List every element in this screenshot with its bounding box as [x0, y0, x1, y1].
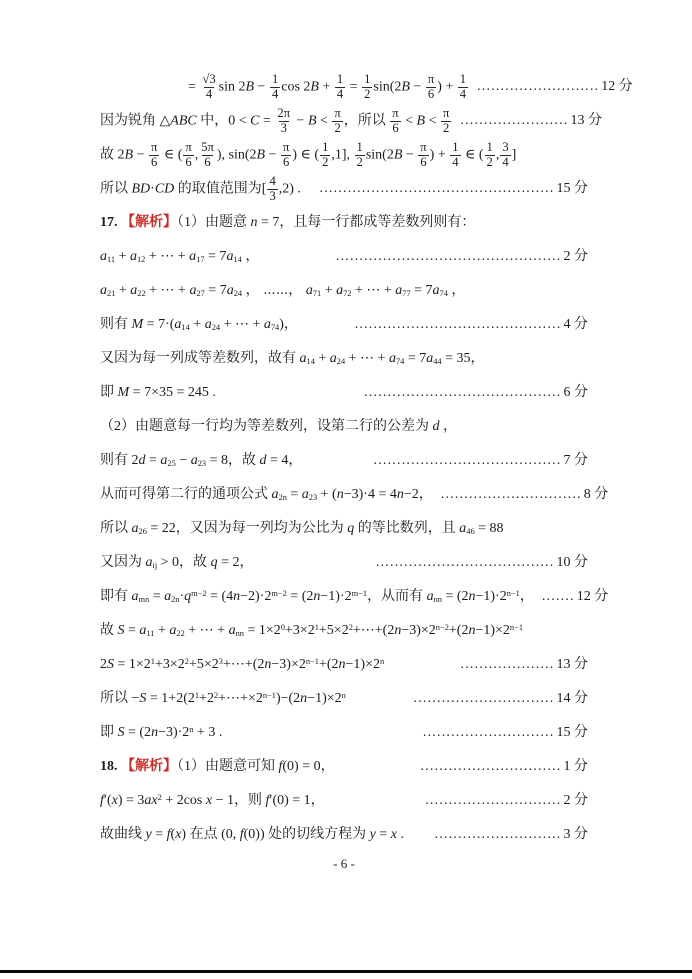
dot-leader-group: [366, 453, 589, 469]
dot-leader: ...........................: [434, 826, 562, 842]
math-content: 因为锐角 △ABC 中，0 < C = $\frac{2\pi}{3}$ − B < $\frac{\pi}{2}$ ，所以 $\frac{\pi}{6}$ < B < $\frac{\pi}{2}$: [100, 105, 450, 135]
fraction: $\frac{3}{4}$: [502, 139, 509, 169]
solution-line: [100, 240, 588, 274]
dot-leader-group: [368, 555, 588, 571]
math-content: 所以 BD·CD 的取值范围为[ $\frac{4}{3}$ ,2) .: [100, 173, 301, 203]
math-content: 所以 $-S = 1+2(2^1+2^2+\cdots+\times 2^{n-1})-(2n-1)\times 2^n$: [100, 690, 346, 706]
dot-leader-group: [347, 317, 588, 333]
dot-leader: ........................................: [373, 452, 562, 468]
solution-line: [100, 70, 633, 104]
page-number: - 6 -: [333, 856, 355, 871]
math-content: 故曲线 y = f(x) 在点 (0, f(0)) 处的切线方程为 y = x .: [100, 826, 404, 842]
solution-lines: [100, 70, 633, 852]
fraction: $\frac{1}{4}$: [336, 71, 344, 101]
fraction: $\frac{\pi}{6}$: [420, 139, 427, 169]
dot-leader: .......: [541, 588, 575, 604]
score-label: 14 分: [556, 690, 588, 706]
fraction: $\frac{1}{4}$: [459, 71, 467, 101]
solution-line: [100, 682, 588, 716]
math-content: 又因为每一列成等差数列，故有 $a_{14} + a_{24}$ + ⋯ + $a_{74} = 7a_{44} = 35$，: [100, 350, 485, 367]
math-content: 则有 $M = 7\cdot(a_{14} + a_{24}$ + ⋯ + $a_{74}$)，: [100, 316, 298, 333]
fraction: $\frac{√3}{4}$: [202, 71, 216, 101]
score-label: 2 分: [563, 792, 588, 808]
dot-leader: ..............................: [413, 690, 555, 706]
solution-line: [100, 648, 588, 682]
dot-leader-group: [427, 827, 588, 843]
question-number: 18.: [100, 758, 118, 774]
math-content: 17. 【解析】（1）由题意 n = 7，且每一行都成等差数列则有：: [100, 214, 476, 230]
solution-line: [100, 138, 588, 172]
score-label: 13 分: [570, 112, 602, 128]
dot-leader: ............................: [422, 724, 555, 740]
solution-line: [100, 274, 588, 308]
score-label: 4 分: [563, 316, 588, 332]
fraction: $\frac{1}{4}$: [452, 139, 459, 169]
fraction: $\frac{\pi}{2}$: [443, 105, 450, 135]
dot-leader-group: [469, 79, 633, 95]
fraction: $\frac{1}{2}$: [364, 71, 371, 101]
math-content: 又因为 $a_{ij} > 0$，故 q = 2，: [100, 554, 254, 571]
solution-line: [100, 308, 588, 342]
solution-line: [100, 342, 588, 376]
solution-line: [100, 512, 588, 546]
solution-line: [100, 172, 588, 206]
page-edge-rule: [0, 970, 692, 973]
math-content: 即 M = 7×35 = 245 .: [100, 384, 216, 400]
score-label: 2 分: [563, 248, 588, 264]
solution-line: [100, 410, 588, 444]
dot-leader-group: [417, 793, 588, 809]
math-content: 即 $S = (2n-3)\cdot 2^n + 3$ .: [100, 724, 223, 740]
score-label: 13 分: [556, 656, 588, 672]
fraction: $\frac{2\pi}{3}$: [277, 105, 291, 135]
score-label: 15 分: [556, 180, 588, 196]
math-content: 则有 $2d = a_{25} - a_{23} = 8$，故 d = 4，: [100, 452, 303, 469]
dot-leader-group: [356, 385, 588, 401]
dot-leader: ..........................: [477, 78, 600, 94]
dot-leader: ..................................................: [319, 180, 555, 196]
fraction: $\frac{\pi}{6}$: [283, 139, 290, 169]
fraction: $\frac{1}{4}$: [271, 71, 279, 101]
dot-leader: ....................: [460, 656, 555, 672]
solution-line: [100, 478, 609, 512]
solution-line: [100, 818, 588, 852]
dot-leader-group: [433, 487, 609, 503]
fraction: $\frac{1}{2}$: [486, 139, 493, 169]
score-label: 3 分: [563, 826, 588, 842]
analysis-tag: 【解析】: [121, 758, 177, 774]
fraction: $\frac{1}{2}$: [356, 139, 363, 169]
dot-leader-group: [534, 589, 608, 605]
fraction: $\frac{\pi}{6}$: [150, 139, 158, 169]
score-label: 12 分: [576, 588, 609, 604]
math-content: 故 2B − $\frac{\pi}{6}$ ∈ ( $\frac{\pi}{6}$ , $\frac{5\pi}{6}$ ), sin(2B − $\frac{\pi}{6}$ ) ∈ ( $\frac{1}{2}$ ,1], $\frac{1}{2}$ sin(2B − $\frac{\pi}{6}$ ) + $\frac{1}{4}$ ∈ ( $\frac{1}{2}$ , $\frac{3}{4}$ ]: [100, 139, 517, 169]
score-label: 6 分: [563, 384, 588, 400]
solution-line: [100, 206, 588, 240]
dot-leader: ............................................: [354, 316, 562, 332]
dot-leader: ..............................: [420, 758, 562, 774]
dot-leader-group: [312, 181, 589, 197]
fraction: $\frac{\pi}{6}$: [185, 139, 192, 169]
dot-leader-group: [413, 759, 589, 775]
solution-line: [100, 784, 588, 818]
math-content: $a_{11} + a_{12}$ + ⋯ + $a_{17} = 7a_{14}$ ，: [100, 248, 260, 265]
score-label: 7 分: [563, 452, 588, 468]
math-content: 从而可得第二行的通项公式 $a_{2n} = a_{23} + (n-3)\cdot 4 = 4n-2$，: [100, 486, 433, 503]
solution-line: [100, 614, 588, 648]
solution-line: [100, 750, 588, 784]
math-content: 18. 【解析】（1）由题意可知 f(0) = 0，: [100, 758, 335, 774]
dot-leader-group: [415, 725, 588, 741]
dot-leader: ......................................: [375, 554, 555, 570]
math-content: = $\frac{√3}{4}$ sin 2B − $\frac{1}{4}$ cos 2B + $\frac{1}{4}$ = $\frac{1}{2}$ sin(2B − $\frac{\pi}{6}$ ) + $\frac{1}{4}$: [188, 71, 467, 101]
solution-line: [100, 716, 588, 750]
math-content: $2S = 1\times 2^1+3\times 2^2+5\times 2^3+\cdots+(2n-3)\times 2^{n-1}+(2n-1)\times 2^n$: [100, 656, 385, 672]
fraction: $\frac{1}{2}$: [322, 139, 329, 169]
solution-line: [100, 580, 609, 614]
math-content: $f'(x) = 3ax^2 + 2\cos$ x − 1，则 f′(0) = 1，: [100, 792, 325, 808]
math-content: 即有 $a_{mn} = a_{2n}\cdot q^{m-2} = (4n-2)\cdot 2^{m-2} = (2n-1)\cdot 2^{m-1}$，从而有 $a_{nn} = (2n-1)\cdot 2^{n-1}$，: [100, 588, 534, 605]
dot-leader-group: [452, 113, 602, 129]
dot-leader-group: [328, 249, 588, 265]
question-number: 17.: [100, 214, 118, 230]
dot-leader: ..........................................: [364, 384, 562, 400]
dot-leader-group: [453, 657, 589, 673]
score-label: 12 分: [601, 78, 633, 94]
math-content: 故 $S = a_{11} + a_{22}$ + ⋯ + $a_{nn}$ = $1\times 2^0+3\times 2^1+5\times 2^2+\cdots+(2n-3)\times 2^{n-2}+(2n-1)\times 2^{n-1}$: [100, 622, 524, 639]
solution-line: [100, 376, 588, 410]
solution-line: [100, 444, 588, 478]
fraction: $\frac{4}{3}$: [269, 173, 276, 203]
dot-leader: .......................: [460, 112, 569, 128]
fraction: $\frac{\pi}{2}$: [334, 105, 341, 135]
dot-leader-group: [406, 691, 589, 707]
fraction: $\frac{5\pi}{6}$: [201, 139, 214, 169]
solution-line: [100, 104, 602, 138]
score-label: 15 分: [556, 724, 588, 740]
fraction: $\frac{\pi}{6}$: [392, 105, 399, 135]
score-label: 1 分: [563, 758, 588, 774]
math-content: 所以 $a_{26} = 22$，又因为每一列均为公比为 q 的等比数列，且 $a_{46} = 88$: [100, 520, 504, 537]
score-label: 10 分: [556, 554, 588, 570]
dot-leader: ..............................: [440, 486, 582, 502]
solution-line: [100, 546, 588, 580]
fraction: $\frac{\pi}{6}$: [427, 71, 435, 101]
math-content: （2）由题意每一行均为等差数列，设第二行的公差为 d ，: [100, 418, 457, 434]
dot-leader: .............................: [425, 792, 562, 808]
analysis-tag: 【解析】: [121, 214, 177, 230]
dot-leader: ................................................: [335, 248, 562, 264]
math-content: $a_{21} + a_{22}$ + ⋯ + $a_{27} = 7a_{24}$ ， ⋯⋯， $a_{71} + a_{72}$ + ⋯ + $a_{77} = 7a_{74}$ ，: [100, 282, 466, 299]
score-label: 8 分: [583, 486, 609, 502]
